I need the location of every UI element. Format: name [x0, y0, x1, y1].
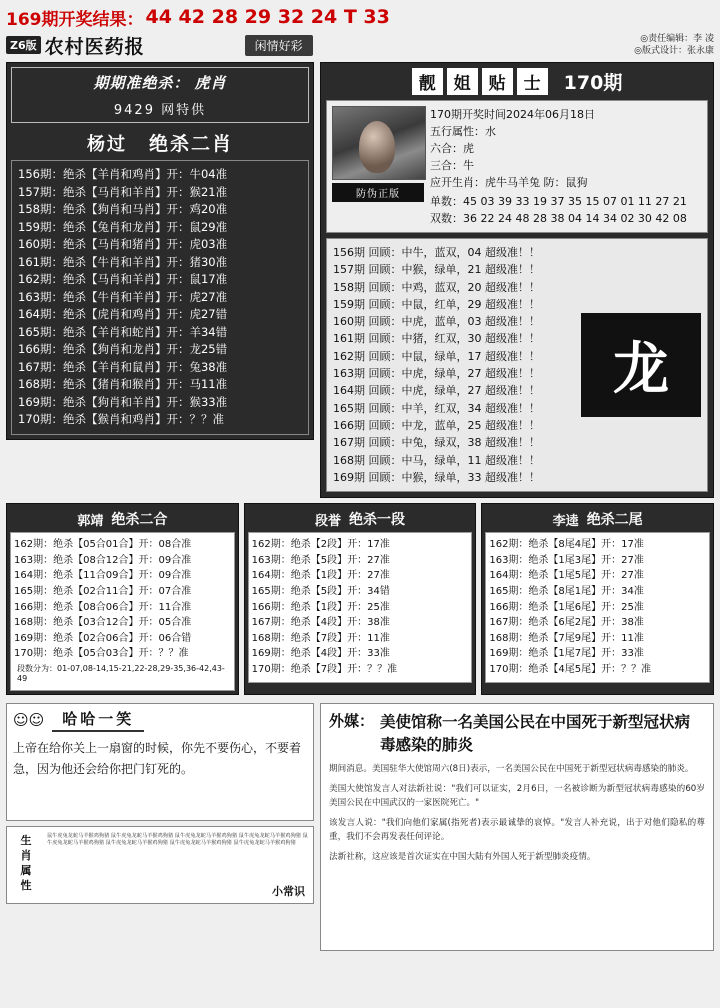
- result-headline: [6, 4, 714, 30]
- news-article: [320, 703, 714, 951]
- promo-sub: 9429 网特供: [113, 103, 207, 118]
- list-item: 159期 回顾：中鼠，红单，29 超级准！！: [333, 297, 540, 311]
- list-item: 157期 回顾：中猴，绿单，21 超级准！！: [333, 263, 540, 277]
- bottom-row: [6, 698, 714, 951]
- list-item: 168期 回顾：中马，绿单，11 超级准！！: [333, 453, 540, 467]
- promo-title: 期期准绝杀：: [93, 74, 190, 92]
- list-item: 164期 回顾：中虎，绿单，27 超级准！！: [333, 384, 540, 398]
- joke-title: 哈哈一笑: [52, 708, 144, 732]
- list-item: 156期 回顾：中牛，蓝双，04 超级准！！: [333, 246, 540, 259]
- panel-topic: 绝杀二尾: [586, 512, 643, 529]
- panel-header: [10, 507, 235, 532]
- kill-header: [11, 129, 309, 156]
- promo-box: [11, 67, 309, 123]
- author-name: 郭靖: [77, 513, 104, 529]
- wuxing: 五行属性：水: [430, 125, 496, 138]
- list-item: 162期：绝杀【2段】开：17准: [251, 539, 390, 551]
- list-item: 165期：绝杀【5段】开：34错: [251, 585, 390, 597]
- triple-panels: [6, 503, 714, 695]
- list-item: 165期 回顾：中羊，红双，34 超级准！！: [333, 401, 540, 415]
- credit-editor: ◎责任编辑：李 凌: [640, 34, 714, 44]
- list-item: 170期：绝杀【猴肖和鸡肖】开：？？准: [18, 412, 224, 426]
- list-item: 163期：绝杀【08合12合】开：09合准: [14, 554, 192, 566]
- kill-panel-duanyu: [244, 503, 477, 695]
- list-item: 162期：绝杀【8尾4尾】开：17准: [489, 539, 644, 551]
- list-item: 165期：绝杀【羊肖和蛇肖】开：羊34错: [18, 324, 228, 339]
- title-char-1: 靓: [412, 68, 443, 95]
- draw-info: [430, 106, 702, 227]
- draw-time: 170期开奖时间2024年06月18日: [430, 108, 595, 121]
- list-item: 167期 回顾：中兔，绿双，38 超级准！！: [333, 436, 540, 450]
- list-item: 166期：绝杀【1段】开：25准: [251, 601, 390, 613]
- list-item: 168期：绝杀【猪肖和猴肖】开：马11准: [18, 377, 228, 391]
- edition-badge: Z6版: [6, 36, 41, 54]
- even-numbers: [430, 210, 702, 227]
- list-item: 166期：绝杀【08合06合】开：11合准: [14, 601, 192, 613]
- right-column: [320, 62, 714, 498]
- panel-header: [248, 507, 473, 532]
- list-item: 166期 回顾：中龙，蓝单，25 超级准！！: [333, 418, 540, 432]
- list-item: 158期 回顾：中鸡，蓝双，20 超级准！！: [333, 280, 540, 294]
- list-item: 169期 回顾：中猴，绿单，33 超级准！！: [333, 470, 540, 484]
- portrait-image: [332, 106, 426, 180]
- panel-header: [485, 507, 710, 532]
- list-item: 166期：绝杀【狗肖和龙肖】开：龙25错: [18, 342, 228, 356]
- issue-number: 170期: [563, 72, 623, 94]
- list-item: 170期：绝杀【4尾5尾】开：？？准: [489, 663, 652, 675]
- list-item: 162期：绝杀【05合01合】开：08合准: [14, 539, 192, 551]
- list-item: 160期 回顾：中虎，蓝单，03 超级准！！: [333, 315, 540, 329]
- even-values: 36 22 24 48 28 38 04 14 34 02 30 42 08: [463, 212, 687, 225]
- list-item: 161期：绝杀【牛肖和羊肖】开：猪30准: [18, 254, 228, 269]
- author-name: 段誉: [315, 513, 342, 529]
- masthead: [6, 31, 714, 59]
- news-header: [329, 710, 705, 756]
- shengxiao: 应开生肖：虎牛马羊兔 防：鼠狗: [430, 176, 588, 189]
- odd-values: 45 03 39 33 19 37 35 15 07 01 11 27 21: [463, 195, 687, 208]
- list-item: 167期：绝杀【羊肖和鼠肖】开：兔38准: [18, 359, 228, 374]
- title-char-4: 士: [517, 68, 548, 95]
- feature-character: 龙: [581, 313, 701, 417]
- bottom-left: [6, 698, 314, 951]
- list-item: 164期：绝杀【1尾5尾】开：27准: [489, 570, 644, 582]
- list-item: 163期：绝杀【1尾3尾】开：27准: [489, 554, 644, 566]
- left-column: [6, 62, 314, 498]
- photo-block: [332, 106, 424, 227]
- list-item: 165期：绝杀【02合11合】开：07合准: [14, 585, 192, 597]
- title-char-2: 姐: [447, 68, 478, 95]
- info-area: [326, 100, 708, 233]
- list-item: 169期：绝杀【4段】开：33准: [251, 648, 390, 660]
- list-item: 170期：绝杀【05合03合】开：？？准: [14, 648, 189, 660]
- sanhe: 三合：牛: [430, 159, 474, 172]
- review-list: [333, 244, 575, 486]
- even-label: 双数：: [430, 212, 463, 225]
- list-item: 164期：绝杀【11合09合】开：09合准: [14, 570, 192, 582]
- tips-title: [326, 68, 708, 95]
- list-item: 168期：绝杀【03合12合】开：05合准: [14, 617, 192, 629]
- tips-panel: [320, 62, 714, 498]
- list-item: 170期：绝杀【7段】开：？？准: [251, 663, 398, 675]
- joke-header: [13, 708, 307, 732]
- list-item: 169期：绝杀【1尾7尾】开：33准: [489, 648, 644, 660]
- list-item: 164期：绝杀【1段】开：27准: [251, 570, 390, 582]
- list-item: 157期：绝杀【马肖和羊肖】开：猴21准: [18, 184, 228, 199]
- list-item: 166期：绝杀【1尾6尾】开：25准: [489, 601, 644, 613]
- result-numbers: 44 42 28 29 32 24 T 33: [145, 6, 390, 28]
- zodiac-box: [6, 826, 314, 904]
- kill-rows: [11, 160, 309, 435]
- news-paragraph: 该发言人说："我们向他们家属(指死者)表示最诚挚的哀悼。"发言人补充说，出于对他们隐私的尊重，我们不会再发表任何评论。: [329, 818, 705, 842]
- bottom-right: [320, 698, 714, 951]
- result-label: 169期开奖结果：: [6, 9, 144, 30]
- segment-note: 段数分为：01-07,08-14,15-21,22-28,29-35,36-42,43-49: [14, 662, 231, 686]
- zodiac-title: 生肖属性: [20, 833, 32, 892]
- list-item: 162期：绝杀【马肖和羊肖】开：鼠17准: [18, 272, 228, 286]
- list-item: 168期：绝杀【7段】开：11准: [251, 632, 390, 644]
- odd-numbers: [430, 193, 702, 210]
- news-paragraph: 期间消息。美国驻华大使馆周六(8日)表示，一名美国公民在中国死于新型冠状病毒感染的肺炎。: [329, 763, 694, 774]
- news-source: 外媒：: [329, 711, 375, 730]
- news-body: [329, 763, 705, 865]
- review-area: [326, 238, 708, 492]
- panel-rows: [10, 532, 235, 691]
- news-title: 美使馆称一名美国公民在中国死于新型冠状病毒感染的肺炎: [380, 711, 691, 754]
- list-item: 163期 回顾：中虎，绿单，27 超级准！！: [333, 367, 540, 381]
- news-paragraph: 法新社称，这应该是首次证实在中国大陆有外国人死于新型肺炎疫情。: [329, 852, 596, 863]
- list-item: 169期：绝杀【02合06合】开：06合错: [14, 632, 192, 644]
- list-item: 162期 回顾：中鼠，绿单，17 超级准！！: [333, 349, 540, 363]
- list-item: 168期：绝杀【7尾9尾】开：11准: [489, 632, 644, 644]
- list-item: 169期：绝杀【狗肖和羊肖】开：猴33准: [18, 394, 228, 409]
- kill-panel-guojing: [6, 503, 239, 695]
- kill-panel-likui: [481, 503, 714, 695]
- zodiac-grid: 鼠牛虎兔龙蛇马羊猴鸡狗猪 鼠牛虎兔龙蛇马羊猴鸡狗猪 鼠牛虎兔龙蛇马羊猴鸡狗猪 鼠牛虎兔龙蛇马羊猴鸡狗猪 鼠牛虎兔龙蛇马羊猴鸡狗猪 鼠牛虎兔龙蛇马羊猴鸡狗猪 鼠牛虎兔龙蛇马羊猴鸡狗猪 鼠牛虎兔龙蛇马羊猴鸡狗猪: [47, 832, 308, 846]
- panel-rows: [485, 532, 710, 682]
- kill-topic: 绝杀二肖: [148, 133, 233, 155]
- panel-rows: [248, 532, 473, 682]
- list-item: 158期：绝杀【狗肖和马肖】开：鸡20准: [18, 202, 228, 216]
- list-item: 164期：绝杀【虎肖和鸡肖】开：虎27错: [18, 307, 228, 321]
- liuhe: 六合：虎: [430, 142, 474, 155]
- list-item: 156期：绝杀【羊肖和鸡肖】开：牛04准: [18, 167, 228, 181]
- zodiac-corner-label: 小常识: [272, 884, 305, 898]
- title-char-3: 贴: [482, 68, 513, 95]
- list-item: 167期：绝杀【6尾2尾】开：38准: [489, 617, 644, 629]
- photo-caption: 防伪正版: [332, 183, 424, 202]
- panel-topic: 绝杀二合: [111, 512, 168, 529]
- news-paragraph: 美国大使馆发言人对法新社说："我们可以证实，2月6日，一名被诊断为新型冠状病毒感染的60岁美国公民在中国武汉的一家医院死亡。": [329, 784, 705, 808]
- list-item: 163期：绝杀【牛肖和羊肖】开：虎27准: [18, 289, 228, 304]
- odd-label: 单数：: [430, 195, 463, 208]
- list-item: 160期：绝杀【马肖和猪肖】开：虎03准: [18, 237, 228, 251]
- promo-tag: 虎肖: [194, 74, 227, 92]
- joke-box: [6, 703, 314, 821]
- content-columns: [6, 62, 714, 498]
- kill-author: 杨过: [86, 133, 127, 155]
- list-item: 163期：绝杀【5段】开：27准: [251, 554, 390, 566]
- list-item: 159期：绝杀【兔肖和龙肖】开：鼠29准: [18, 219, 228, 234]
- list-item: 165期：绝杀【8尾1尾】开：34准: [489, 585, 644, 597]
- masthead-title: 农村医药报: [44, 35, 145, 58]
- panel-topic: 绝杀一段: [349, 512, 406, 529]
- list-item: 161期 回顾：中猪，红双，30 超级准！！: [333, 332, 540, 346]
- joke-text: 上帝在给你关上一扇窗的时候，你先不要伤心，不要着急，因为他还会给你把门钉死的。: [13, 740, 302, 776]
- list-item: 167期：绝杀【4段】开：38准: [251, 617, 390, 629]
- author-name: 李逵: [552, 513, 579, 529]
- smiley-icon: ☺☺: [13, 710, 45, 729]
- masthead-credits: [634, 33, 714, 57]
- kill-panel: [6, 62, 314, 440]
- credit-designer: ◎版式设计：张永康: [634, 46, 714, 56]
- masthead-tag: 闲情好彩: [245, 35, 313, 56]
